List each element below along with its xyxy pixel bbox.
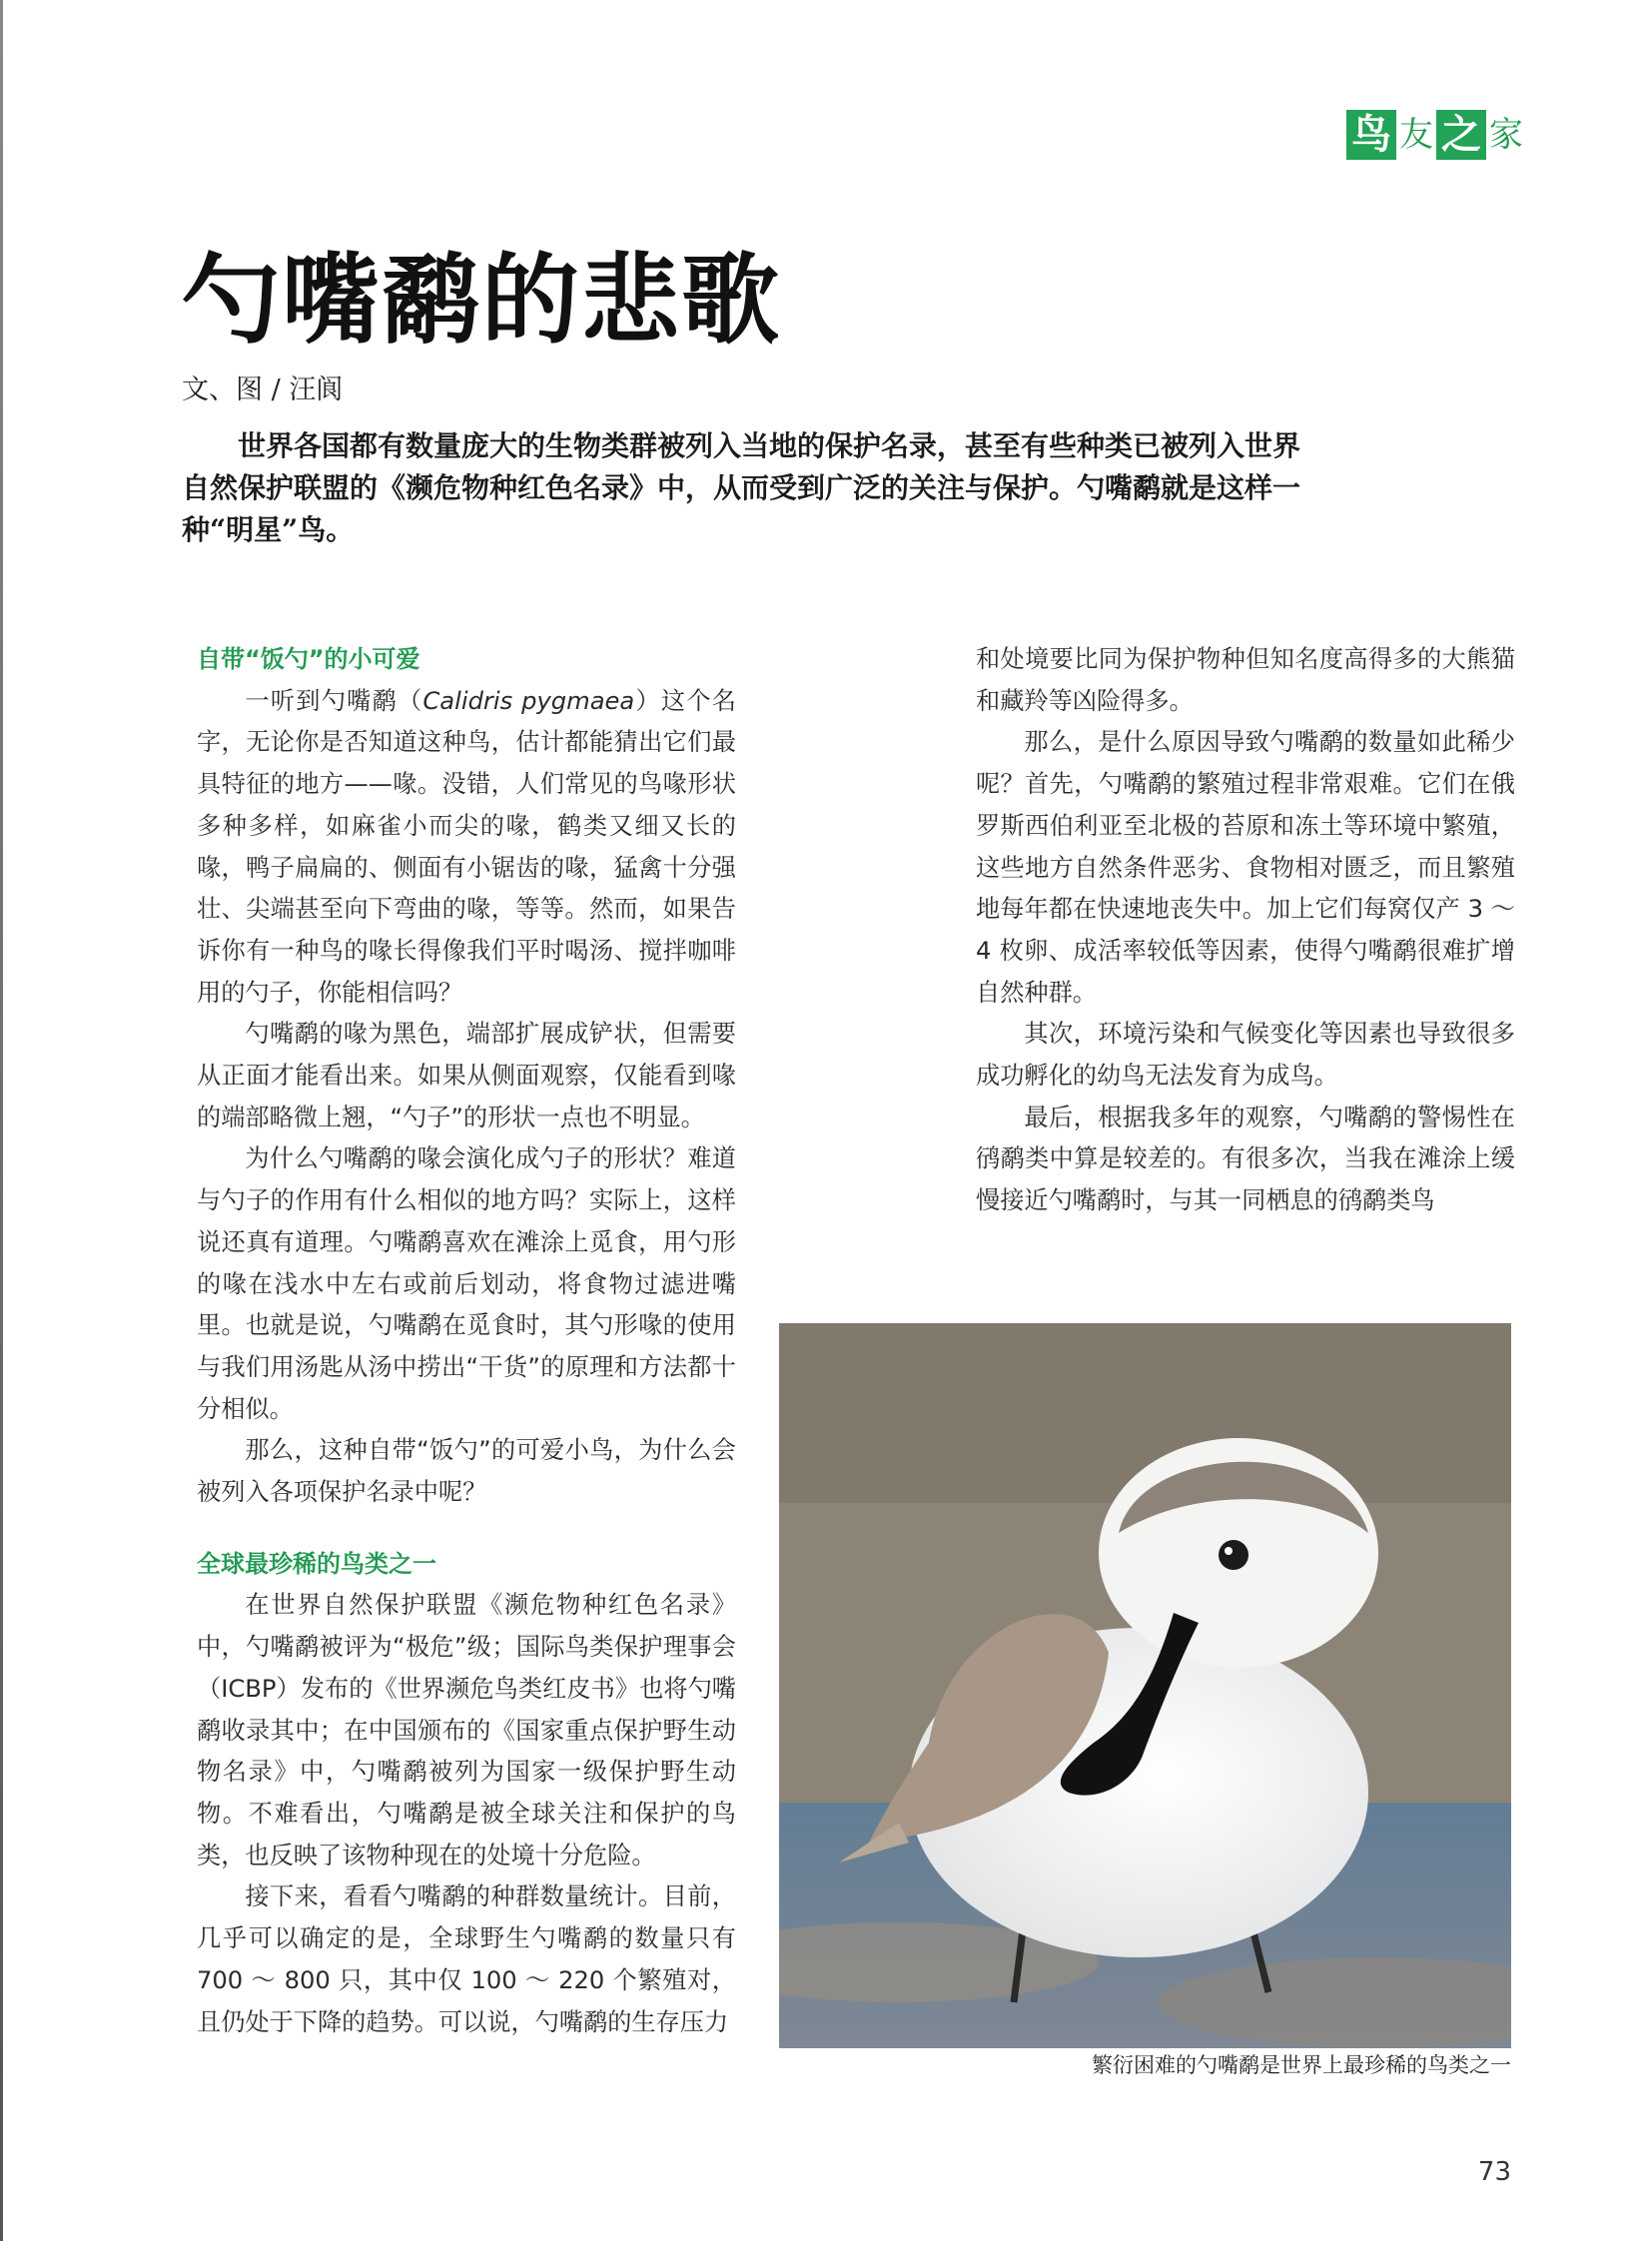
photo-caption: 繁衍困难的勺嘴鹬是世界上最珍稀的鸟类之一 <box>1092 2053 1511 2077</box>
paragraph: 其次，环境污染和气候变化等因素也导致很多成功孵化的幼鸟无法发育为成鸟。 <box>976 1020 1515 1091</box>
right-column <box>976 639 1515 1222</box>
paragraph: 接下来，看看勺嘴鹬的种群数量统计。目前，几乎可以确定的是，全球野生勺嘴鹬的数量只有700 ～ 800 只，其中仅 100 ～ 220 个繁殖对，且仍处于下降的趋势。可以说，勺嘴鹬的生存压力 <box>197 1882 736 2036</box>
spoon-billed-sandpiper-illustration <box>779 1323 1511 2048</box>
paragraph: 勺嘴鹬的喙为黑色，端部扩展成铲状，但需要从正面才能看出来。如果从侧面观察，仅能看到喙的端部略微上翘，“勺子”的形状一点也不明显。 <box>197 1020 736 1131</box>
paragraph: 那么，这种自带“饭勺”的可爱小鸟，为什么会被列入各项保护名录中呢？ <box>197 1436 736 1507</box>
paragraph: 在世界自然保护联盟《濒危物种红色名录》中，勺嘴鹬被评为“极危”级；国际鸟类保护理事会（ICBP）发布的《世界濒危鸟类红皮书》也将勺嘴鹬收录其中；在中国颁布的《国家重点保护野生动物名录》中，勺嘴鹬被列为国家一级保护野生动物。不难看出，勺嘴鹬是被全球关注和保护的鸟类，也反映了该物种现在的处境十分危险。 <box>197 1591 736 1869</box>
text-span: 一听到勺嘴鹬（ <box>245 686 423 715</box>
logo-char-2: 友 <box>1399 115 1433 155</box>
column-logo <box>1346 110 1526 160</box>
paragraph: 为什么勺嘴鹬的喙会演化成勺子的形状？难道与勺子的作用有什么相似的地方吗？实际上，这样说还真有道理。勺嘴鹬喜欢在滩涂上觅食，用勺形的喙在浅水中左右或前后划动，将食物过滤进嘴里。也就是说，勺嘴鹬在觅食时，其勺形喙的使用与我们用汤匙从汤中捞出“干货”的原理和方法都十分相似。 <box>197 1144 736 1423</box>
logo-char-1: 鸟 <box>1346 110 1396 160</box>
logo-char-4: 家 <box>1489 115 1523 155</box>
intro-paragraph <box>182 425 1308 551</box>
bird-eye <box>1219 1540 1248 1570</box>
page-number: 73 <box>1477 2157 1511 2187</box>
section-heading-2: 全球最珍稀的鸟类之一 <box>197 1549 436 1578</box>
text-span: ）这个名字，无论你是否知道这种鸟，估计都能猜出它们最具特征的地方——喙。没错，人们常见的鸟喙形状多种多样，如麻雀小而尖的喙，鹤类又细又长的喙，鸭子扁扁的、侧面有小锯齿的喙，猛禽十分强壮、尖端甚至向下弯曲的喙，等等。然而，如果告诉你有一种鸟的喙长得像我们平时喝汤、搅拌咖啡用的勺子，你能相信吗？ <box>197 686 736 1007</box>
paragraph <box>197 681 736 1015</box>
section-heading-1: 自带“饭勺”的小可爱 <box>197 645 420 673</box>
article-title: 勺嘴鹬的悲歌 <box>182 244 782 358</box>
paragraph: 最后，根据我多年的观察，勺嘴鹬的警惕性在鸻鹬类中算是较差的。有很多次，当我在滩涂上缓慢接近勺嘴鹬时，与其一同栖息的鸻鹬类鸟 <box>976 1103 1515 1215</box>
byline: 文、图 / 汪阆 <box>182 374 344 405</box>
intro-text: 世界各国都有数量庞大的生物类群被列入当地的保护名录，甚至有些种类已被列入世界自然保护联盟的《濒危物种红色名录》中，从而受到广泛的关注与保护。勺嘴鹬就是这样一种“明星”鸟。 <box>182 429 1301 546</box>
left-column <box>197 639 736 2043</box>
paragraph: 和处境要比同为保护物种但知名度高得多的大熊猫和藏羚等凶险得多。 <box>976 645 1515 715</box>
logo-char-3: 之 <box>1436 110 1486 160</box>
paragraph: 那么，是什么原因导致勺嘴鹬的数量如此稀少呢？首先，勺嘴鹬的繁殖过程非常艰难。它们在俄罗斯西伯利亚至北极的苔原和冻土等环境中繁殖，这些地方自然条件恶劣、食物相对匮乏，而且繁殖地每年都在快速地丧失中。加上它们每窝仅产 3 ～ 4 枚卵、成活率较低等因素，使得勺嘴鹬很难扩增自然种群。 <box>976 728 1515 1007</box>
latin-name: Calidris pygmaea <box>422 686 635 715</box>
page-spine-shadow <box>0 0 3 2241</box>
bird-photo <box>779 1323 1511 2048</box>
